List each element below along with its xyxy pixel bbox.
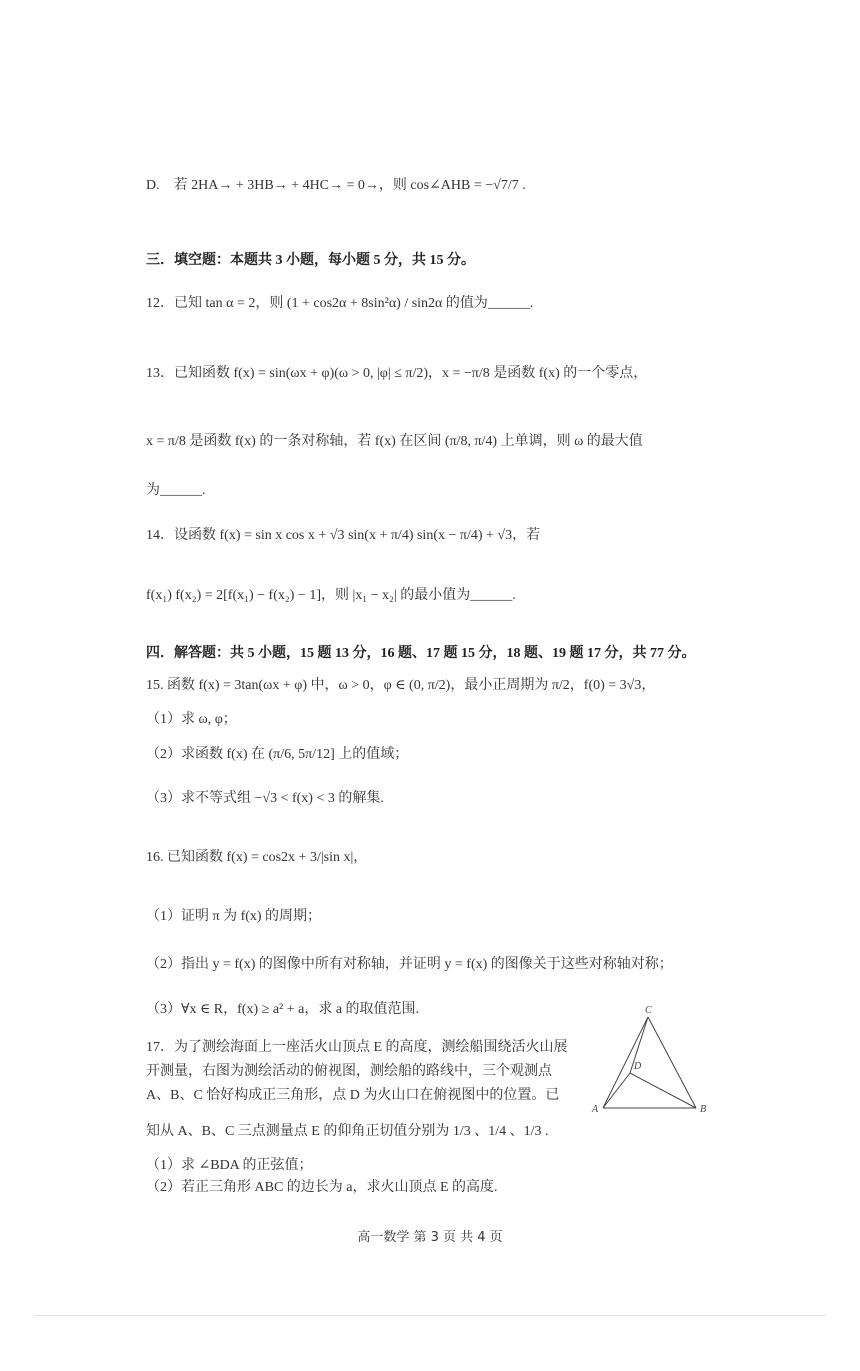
bottom-divider: [34, 1315, 826, 1316]
label-d: D: [634, 1061, 642, 1072]
edge-bc: [648, 1017, 696, 1108]
question-16-part-1: （1）证明 π 为 f(x) 的周期；: [146, 909, 322, 924]
question-15-part-3: （3）求不等式组 −√3 < f(x) < 3 的解集.: [146, 791, 384, 806]
label-a: A: [592, 1104, 599, 1115]
label-c: C: [645, 1005, 652, 1016]
question-13-line-2: x = π/8 是函数 f(x) 的一条对称轴，若 f(x) 在区间 (π/8, π/4) 上单调，则 ω 的最大值: [146, 434, 643, 449]
label-b: B: [700, 1104, 707, 1115]
page-footer: 高一数学 第 3 页 共 4 页: [357, 1230, 503, 1245]
question-14-line-2: f(x₁) f(x₂) = 2[f(x₁) − f(x₂) − 1]，则 |x₁ − x₂| 的最小值为______.: [146, 588, 516, 603]
question-12: 12．已知 tan α = 2，则 (1 + cos2α + 8sin²α) / sin2α 的值为______.: [146, 296, 534, 311]
question-17-part-2: （2）若正三角形 ABC 的边长为 a，求火山顶点 E 的高度.: [146, 1180, 498, 1195]
question-17-line-1: 17．为了测绘海面上一座活火山顶点 E 的高度，测绘船围绕活火山展: [146, 1040, 568, 1055]
question-16-part-3: （3）∀x ∈ R，f(x) ≥ a² + a，求 a 的取值范围.: [146, 1002, 420, 1017]
question-15-part-2: （2）求函数 f(x) 在 (π/6, 5π/12] 上的值域；: [146, 747, 409, 762]
section-four-heading: 四．解答题：共 5 小题，15 题 13 分，16 题、17 题 15 分，18 题、19 题 17 分，共 77 分。: [146, 646, 696, 661]
section-three-heading: 三．填空题：本题共 3 小题，每小题 5 分，共 15 分。: [146, 253, 475, 268]
question-17-line-4: 知从 A、B、C 三点测量点 E 的仰角正切值分别为 1/3 、1/4 、1/3 .: [146, 1124, 549, 1139]
question-15: 15. 函数 f(x) = 3tan(ωx + φ) 中，ω > 0，φ ∈ (0, π/2)，最小正周期为 π/2，f(0) = 3√3，: [146, 678, 656, 693]
edge-da: [603, 1073, 630, 1108]
question-17-part-1: （1）求 ∠BDA 的正弦值；: [146, 1158, 313, 1173]
question-14-line-1: 14．设函数 f(x) = sin x cos x + √3 sin(x + π/4) sin(x − π/4) + √3，若: [146, 528, 541, 543]
option-d: D. 若 2HA→ + 3HB→ + 4HC→ = 0→，则 cos∠AHB = −√7/7 .: [146, 178, 526, 193]
edge-db: [630, 1073, 696, 1108]
question-13-line-3: 为______.: [146, 483, 206, 498]
question-17-line-3: A、B、C 恰好构成正三角形，点 D 为火山口在俯视图中的位置。已: [146, 1088, 560, 1103]
question-15-part-1: （1）求 ω, φ；: [146, 712, 237, 727]
question-17-line-2: 开测量，右图为测绘活动的俯视图，测绘船的路线中，三个观测点: [146, 1064, 552, 1079]
question-13-line-1: 13．已知函数 f(x) = sin(ωx + φ)(ω > 0, |φ| ≤ π/2)，x = −π/8 是函数 f(x) 的一个零点，: [146, 366, 648, 381]
edge-ac: [603, 1017, 648, 1108]
question-16: 16. 已知函数 f(x) = cos2x + 3/|sin x|，: [146, 850, 368, 865]
question-16-part-2: （2）指出 y = f(x) 的图像中所有对称轴，并证明 y = f(x) 的图像关于这些对称轴对称；: [146, 957, 673, 972]
